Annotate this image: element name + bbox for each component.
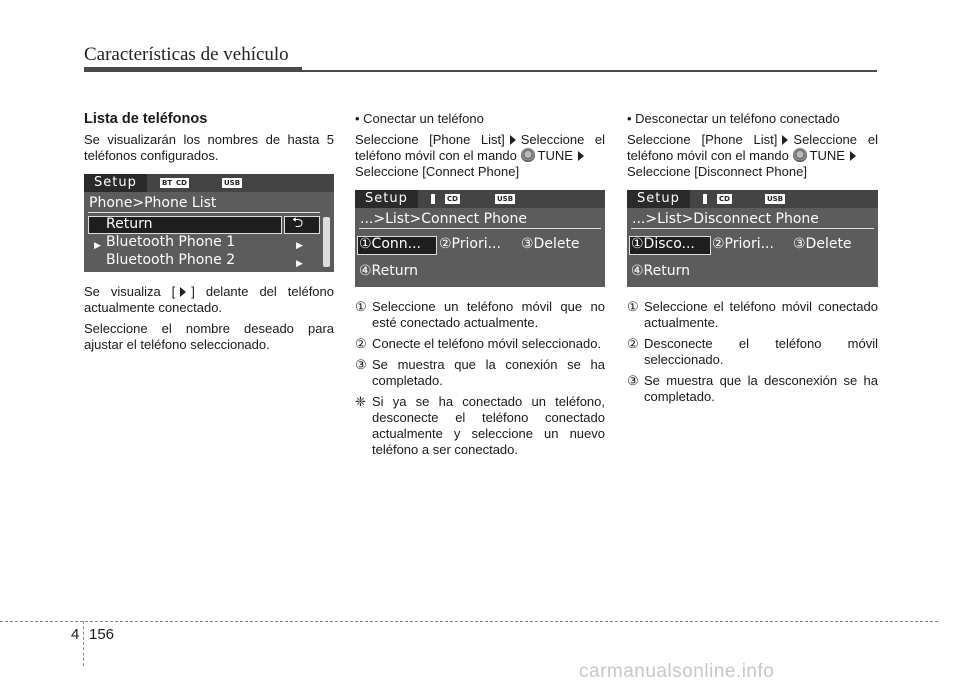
column-disconnect-phone (627, 111, 878, 410)
header-rule-thick (84, 67, 302, 72)
bullet-disconnect: • Desconectar un teléfono conectado (627, 111, 840, 126)
phone-list-screen (84, 174, 334, 272)
screen-title: ...>List>Disconnect Phone (632, 211, 819, 227)
disconnect-option[interactable]: ①Disco... (631, 236, 695, 252)
list-item: ③ Se muestra que la desconexión se ha completado. (627, 373, 878, 404)
connect-phone-screen (355, 190, 605, 287)
bullet-connect: • Conectar un teléfono (355, 111, 484, 126)
footer-divider (83, 621, 84, 666)
bluetooth-icon: BT (162, 179, 173, 187)
scrollbar[interactable] (323, 217, 330, 267)
marker-paragraph: Se visualiza [ ] delante del teléfono actualmente conectado. (84, 284, 335, 315)
setup-label: Setup (627, 190, 690, 208)
priority-option[interactable]: ②Priori... (712, 236, 774, 252)
list-item: ③ Se muestra que la conexión se ha completado. (355, 357, 605, 388)
back-icon[interactable]: ⮌ (292, 215, 304, 231)
cd-icon: CD (447, 195, 458, 203)
screen-title: ...>List>Connect Phone (360, 211, 527, 227)
page-number: 156 (89, 626, 115, 643)
screen-divider (88, 212, 320, 213)
tune-knob-icon (521, 148, 535, 162)
usb-icon: USB (767, 195, 784, 203)
connected-marker-icon: ▶ (94, 241, 101, 251)
bluetooth-icon (703, 194, 707, 204)
note-item: ❈ Si ya se ha conectado un teléfono, desconecte el teléfono conectado actualmente y seleccione un nuevo teléfono a ser conectado. (355, 394, 605, 457)
connect-steps: Seleccione [Phone List] Seleccione el teléfono móvil con el mando TUNE Seleccione [Connect Phone] (355, 132, 605, 179)
chapter-number: 4 (71, 626, 80, 643)
arrow-right-icon (510, 135, 516, 145)
return-option[interactable]: ④Return (359, 263, 419, 279)
screen-divider (631, 228, 874, 229)
return-option[interactable]: Return (106, 216, 153, 232)
usb-icon: USB (224, 179, 241, 187)
connect-option[interactable]: ①Conn... (359, 236, 421, 252)
return-option[interactable]: ④Return (631, 263, 691, 279)
cd-icon: CD (176, 179, 187, 187)
tune-knob-icon (793, 148, 807, 162)
arrow-right-icon (782, 135, 788, 145)
column-connect-phone (355, 111, 605, 463)
play-triangle-icon (180, 287, 186, 297)
screen-title: Phone>Phone List (89, 195, 217, 211)
setup-label: Setup (355, 190, 418, 208)
usb-icon: USB (497, 195, 514, 203)
watermark: carmanualsonline.info (579, 661, 775, 682)
phone-item-1[interactable]: Bluetooth Phone 1 (106, 234, 236, 250)
list-item: ② Conecte el teléfono móvil seleccionado. (355, 336, 602, 351)
disconnect-phone-screen (627, 190, 878, 287)
header-rule-thin (302, 70, 877, 72)
delete-option[interactable]: ③Delete (521, 236, 580, 252)
page-header-title: Características de vehículo (84, 44, 289, 65)
list-item: ① Seleccione el teléfono móvil conectado actualmente. (627, 299, 878, 330)
disconnect-steps: Seleccione [Phone List] Seleccione el teléfono móvil con el mando TUNE Seleccione [Disconnect Phone] (627, 132, 878, 179)
footer-rule (0, 621, 938, 622)
arrow-right-icon (850, 151, 856, 161)
cd-icon: CD (719, 195, 730, 203)
intro-paragraph: Se visualizarán los nombres de hasta 5 teléfonos configurados. (84, 132, 334, 163)
column-phone-list (84, 111, 334, 358)
chevron-right-icon: ▶ (296, 241, 303, 251)
setup-label: Setup (84, 174, 147, 192)
bluetooth-icon (431, 194, 435, 204)
select-paragraph: Seleccione el nombre deseado para ajustar el teléfono seleccionado. (84, 321, 334, 352)
arrow-right-icon (578, 151, 584, 161)
screen-divider (359, 228, 601, 229)
phone-item-2[interactable]: Bluetooth Phone 2 (106, 252, 236, 268)
list-item: ① Seleccione un teléfono móvil que no esté conectado actualmente. (355, 299, 605, 330)
chevron-right-icon: ▶ (296, 259, 303, 269)
list-item: ② Desconecte el teléfono móvil seleccionado. (627, 336, 878, 367)
section-heading: Lista de teléfonos (84, 111, 208, 127)
priority-option[interactable]: ②Priori... (439, 236, 501, 252)
delete-option[interactable]: ③Delete (793, 236, 852, 252)
